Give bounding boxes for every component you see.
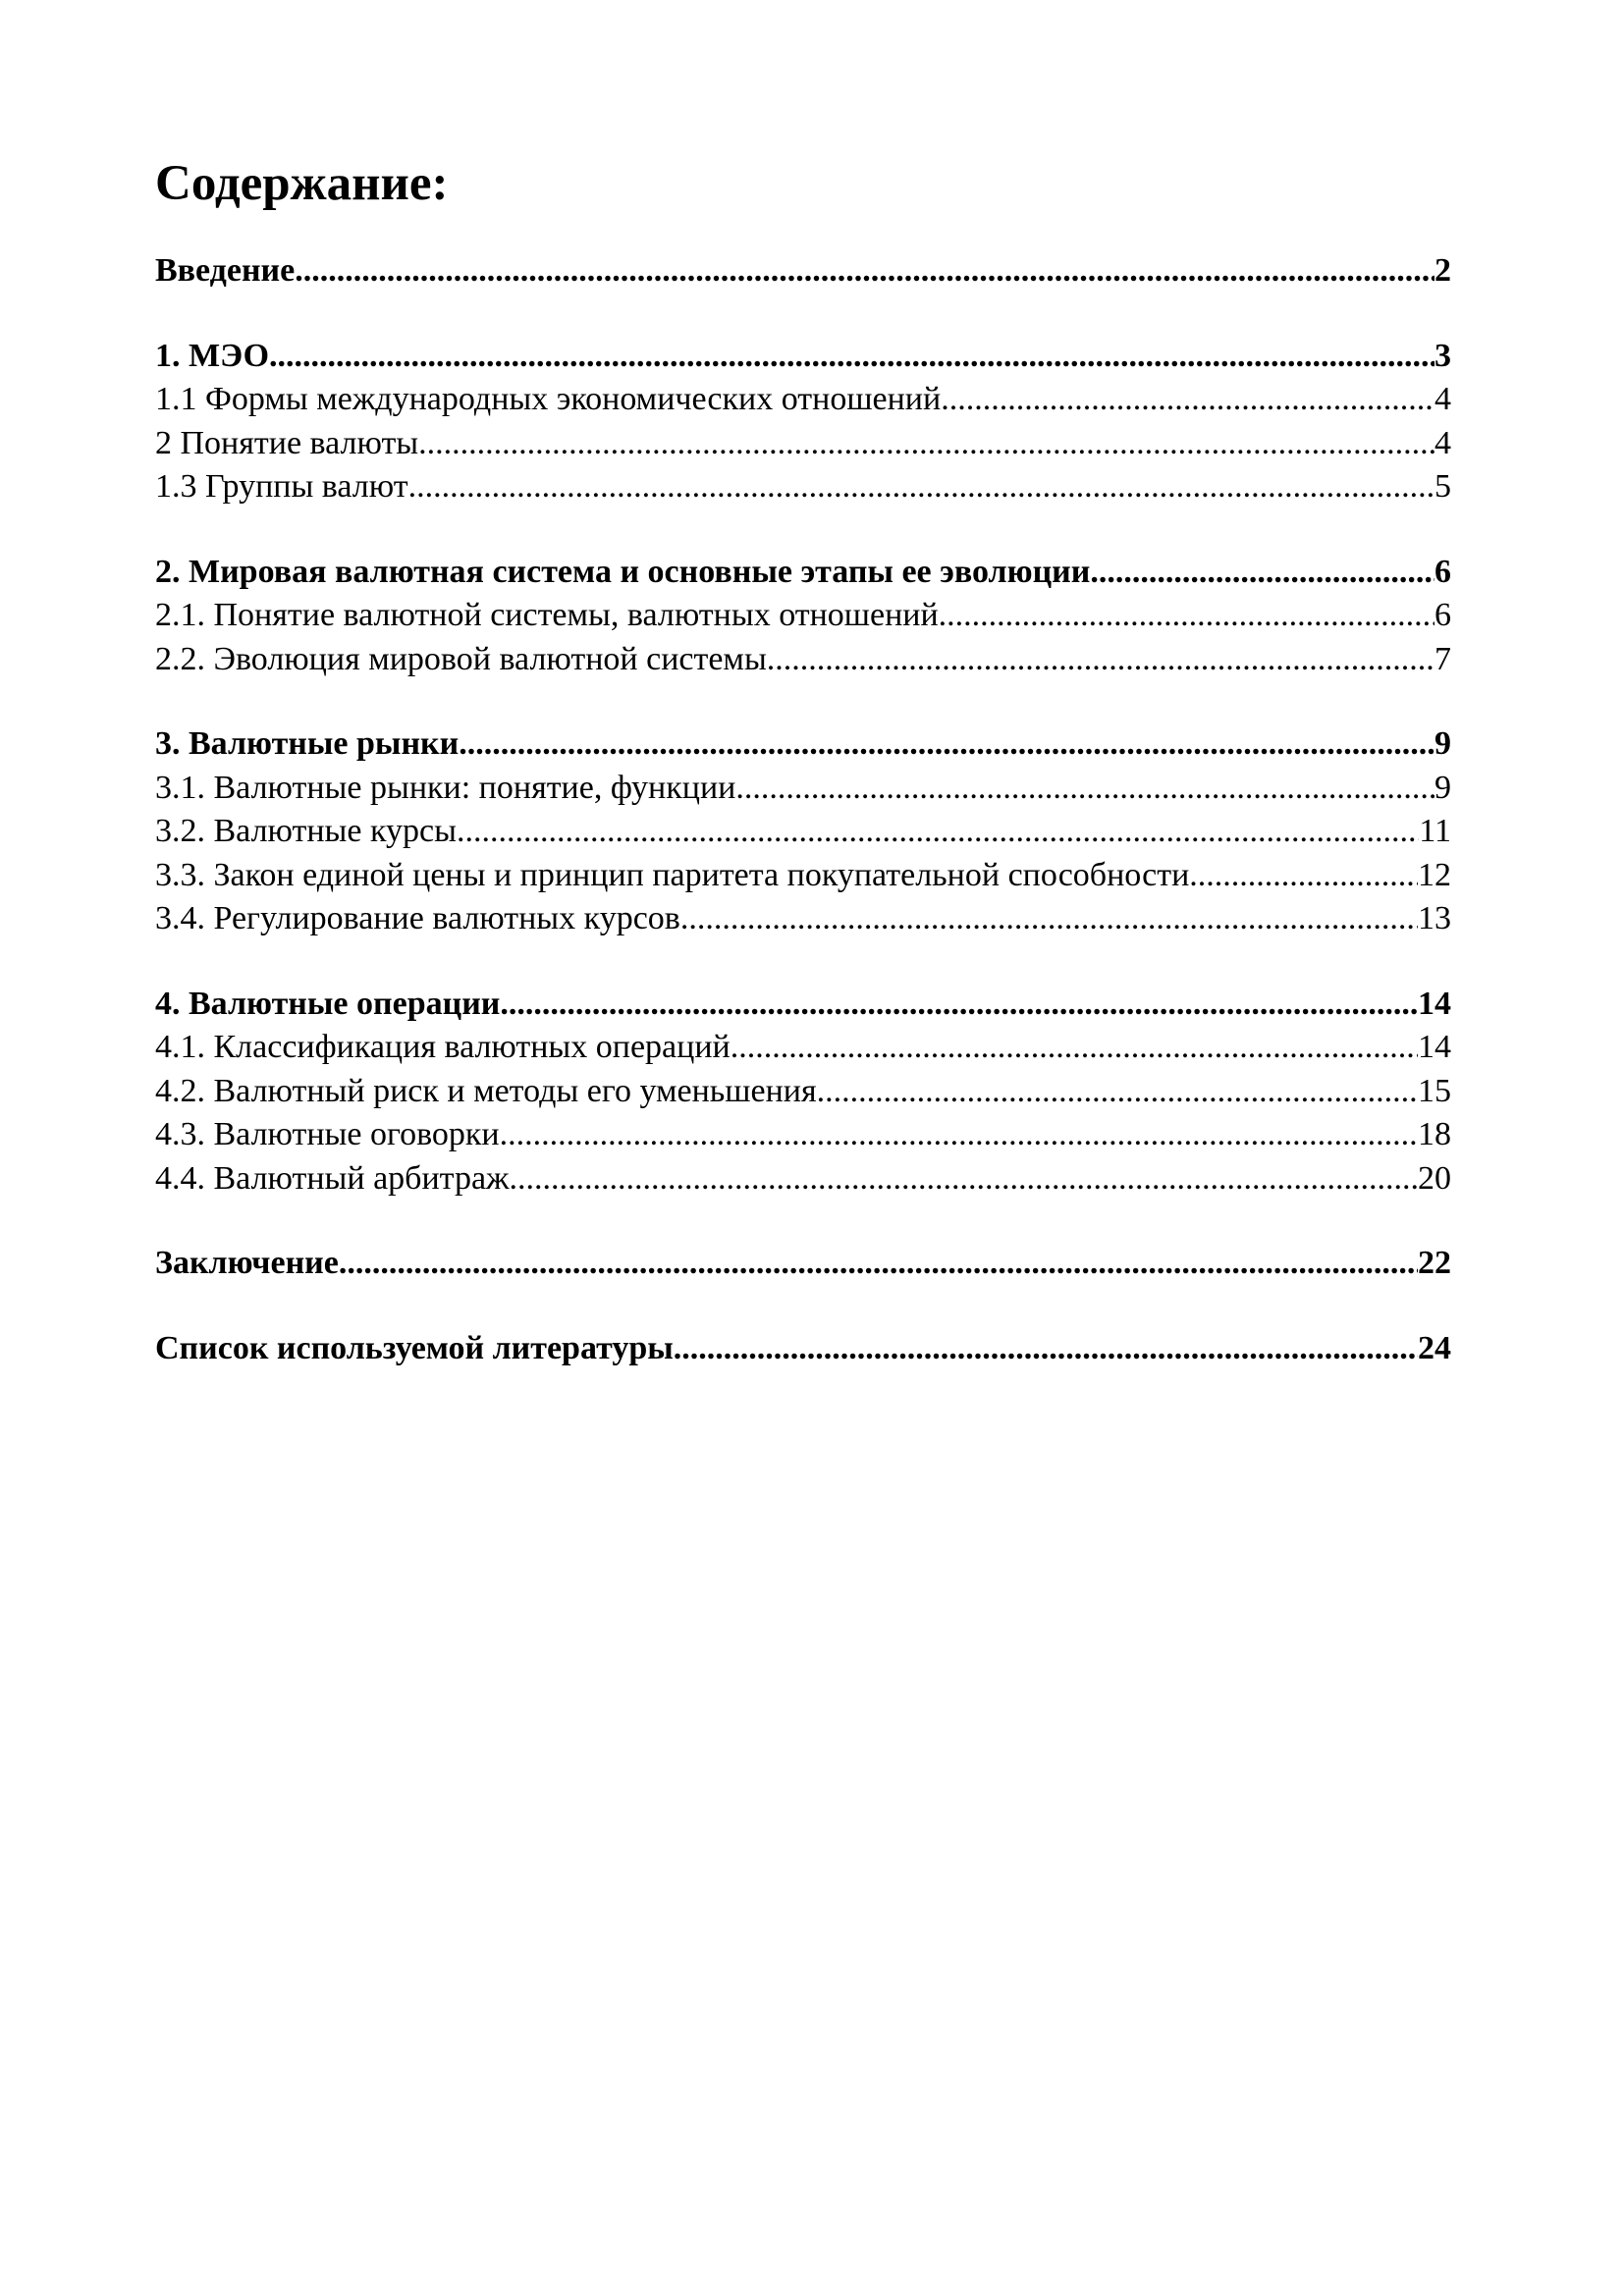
toc-dot-leader bbox=[295, 249, 1435, 294]
toc-entry bbox=[155, 638, 1451, 682]
toc-dot-leader bbox=[674, 1327, 1418, 1371]
toc-entry-page-number: 9 bbox=[1435, 769, 1451, 806]
table-of-contents bbox=[155, 249, 1451, 1370]
toc-entry bbox=[155, 422, 1451, 466]
toc-dot-leader bbox=[500, 983, 1418, 1027]
toc-entry-page-number: 6 bbox=[1435, 553, 1451, 590]
toc-entry bbox=[155, 335, 1451, 379]
toc-entry bbox=[155, 854, 1451, 898]
toc-entry bbox=[155, 1327, 1451, 1371]
toc-entry-label: 4.4. Валютный арбитраж bbox=[155, 1159, 510, 1197]
toc-entry-page-number: 11 bbox=[1419, 813, 1451, 849]
toc-dot-leader bbox=[500, 1113, 1418, 1157]
toc-entry-page-number: 22 bbox=[1418, 1245, 1451, 1281]
toc-entry-page-number: 9 bbox=[1435, 725, 1451, 762]
toc-entry-label: 3.1. Валютные рынки: понятие, функции bbox=[155, 769, 736, 806]
toc-entry bbox=[155, 983, 1451, 1027]
toc-dot-leader bbox=[941, 378, 1435, 422]
toc-entry-page-number: 4 bbox=[1435, 381, 1451, 417]
toc-dot-leader bbox=[735, 767, 1435, 811]
toc-entry-label: 4.3. Валютные оговорки bbox=[155, 1116, 500, 1152]
toc-dot-leader bbox=[339, 1242, 1418, 1286]
toc-entry-label: 1.3 Группы валют bbox=[155, 468, 408, 505]
toc-entry-page-number: 12 bbox=[1418, 856, 1451, 893]
toc-entry-page-number: 14 bbox=[1418, 985, 1451, 1022]
toc-dot-leader bbox=[817, 1070, 1418, 1114]
toc-entry-label: Список используемой литературы bbox=[155, 1329, 674, 1366]
toc-entry-label: 4. Валютные операции bbox=[155, 985, 501, 1022]
toc-entry-label: Введение bbox=[155, 252, 296, 289]
toc-entry bbox=[155, 551, 1451, 595]
toc-entry bbox=[155, 1157, 1451, 1201]
toc-dot-leader bbox=[680, 897, 1418, 941]
toc-entry bbox=[155, 378, 1451, 422]
toc-title: Содержание: bbox=[155, 156, 449, 211]
toc-entry-label: 1.1 Формы международных экономических отношений bbox=[155, 381, 942, 417]
toc-entry-page-number: 15 bbox=[1418, 1072, 1451, 1109]
toc-dot-leader bbox=[767, 638, 1435, 682]
toc-entry bbox=[155, 465, 1451, 509]
toc-entry-page-number: 7 bbox=[1435, 640, 1451, 677]
toc-entry-label: 3.4. Регулирование валютных курсов bbox=[155, 900, 680, 936]
toc-dot-leader bbox=[408, 465, 1435, 509]
toc-entry bbox=[155, 1026, 1451, 1070]
toc-entry bbox=[155, 594, 1451, 638]
toc-entry-label: 2.1. Понятие валютной системы, валютных отношений bbox=[155, 597, 939, 633]
toc-entry-label: 2. Мировая валютная система и основные этапы ее эволюции bbox=[155, 553, 1091, 590]
toc-dot-leader bbox=[269, 335, 1435, 379]
toc-entry-page-number: 4 bbox=[1435, 424, 1451, 461]
toc-entry bbox=[155, 1242, 1451, 1286]
toc-entry-page-number: 14 bbox=[1418, 1029, 1451, 1065]
toc-entry-label: 2 Понятие валюты bbox=[155, 424, 419, 461]
toc-entry-page-number: 6 bbox=[1435, 597, 1451, 633]
toc-dot-leader bbox=[1090, 551, 1435, 595]
toc-entry bbox=[155, 1070, 1451, 1114]
toc-dot-leader bbox=[510, 1157, 1418, 1201]
toc-entry bbox=[155, 722, 1451, 767]
toc-entry-label: Заключение bbox=[155, 1245, 339, 1281]
toc-entry-label: 1. МЭО bbox=[155, 337, 270, 374]
toc-entry-page-number: 5 bbox=[1435, 468, 1451, 505]
toc-entry-page-number: 20 bbox=[1418, 1159, 1451, 1197]
toc-dot-leader bbox=[459, 722, 1435, 767]
toc-entry-page-number: 2 bbox=[1435, 252, 1451, 289]
toc-dot-leader bbox=[457, 810, 1419, 854]
toc-entry-label: 4.1. Классификация валютных операций bbox=[155, 1029, 731, 1065]
toc-entry bbox=[155, 1113, 1451, 1157]
toc-entry-label: 3.3. Закон единой цены и принцип паритета покупательной способности bbox=[155, 856, 1190, 893]
toc-entry-label: 4.2. Валютный риск и методы его уменьшения bbox=[155, 1072, 817, 1109]
toc-dot-leader bbox=[731, 1026, 1418, 1070]
toc-entry-label: 3.2. Валютные курсы bbox=[155, 813, 457, 849]
toc-entry-page-number: 13 bbox=[1418, 900, 1451, 936]
toc-entry-label: 3. Валютные рынки bbox=[155, 725, 460, 762]
toc-entry bbox=[155, 767, 1451, 811]
toc-entry-page-number: 18 bbox=[1418, 1116, 1451, 1152]
toc-dot-leader bbox=[939, 594, 1435, 638]
toc-dot-leader bbox=[418, 422, 1435, 466]
toc-entry-page-number: 3 bbox=[1435, 337, 1451, 374]
toc-entry bbox=[155, 810, 1451, 854]
toc-entry-label: 2.2. Эволюция мировой валютной системы bbox=[155, 640, 767, 677]
toc-dot-leader bbox=[1189, 854, 1418, 898]
toc-entry bbox=[155, 249, 1451, 294]
toc-entry-page-number: 24 bbox=[1418, 1329, 1451, 1366]
toc-entry bbox=[155, 897, 1451, 941]
